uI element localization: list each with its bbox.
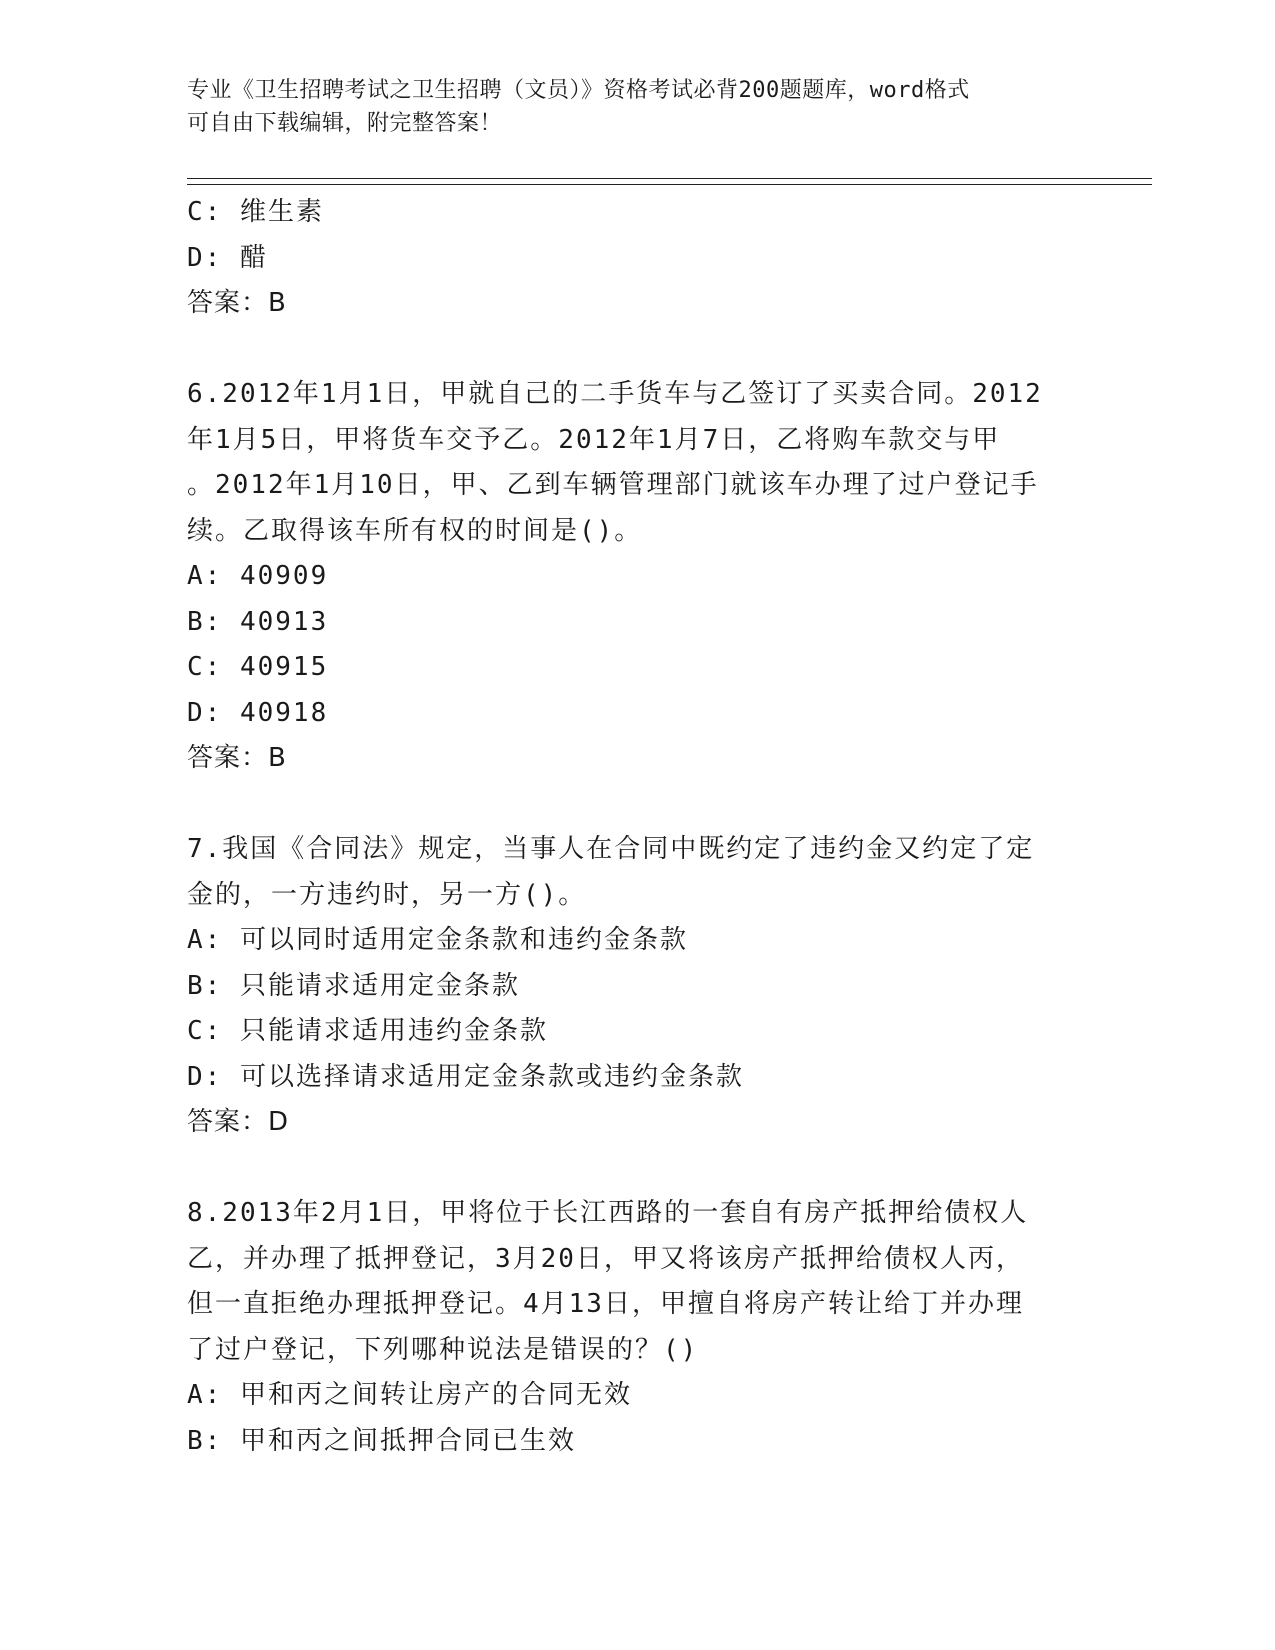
answer-label: 答案：D	[187, 1107, 290, 1137]
question-stem-line: 7.我国《合同法》规定，当事人在合同中既约定了违约金又约定了定	[187, 834, 1035, 864]
question-stem-line: 8.2013年2月1日，甲将位于长江西路的一套自有房产抵押给债权人	[187, 1198, 1029, 1228]
header-line-1: 专业《卫生招聘考试之卫生招聘（文员）》资格考试必背200题题库，word格式	[187, 78, 970, 103]
option-a: A: 甲和丙之间转让房产的合同无效	[187, 1380, 632, 1410]
question-content	[187, 190, 1107, 1464]
header-line-2: 可自由下载编辑，附完整答案！	[187, 111, 503, 136]
question-stem-line: 续。乙取得该车所有权的时间是()。	[187, 515, 643, 546]
option-b: B: 只能请求适用定金条款	[187, 970, 520, 1001]
question-stem-line: 金的，一方违约时，另一方()。	[187, 879, 587, 910]
question-5-block	[187, 190, 1107, 327]
answer-label: 答案：B	[187, 743, 287, 773]
spacer	[187, 782, 1107, 828]
spacer	[187, 327, 1107, 373]
document-header	[187, 74, 1087, 140]
option-c: C: 只能请求适用违约金条款	[187, 1016, 548, 1046]
question-6-block	[187, 372, 1107, 782]
option-a: A: 可以同时适用定金条款和违约金条款	[187, 925, 688, 955]
question-stem-line: 年1月5日，甲将货车交予乙。2012年1月7日，乙将购车款交与甲	[187, 424, 1001, 455]
option-d: D: 可以选择请求适用定金条款或违约金条款	[187, 1061, 744, 1092]
option-d: D: 醋	[187, 242, 268, 273]
question-7-block	[187, 827, 1107, 1146]
option-b: B: 甲和丙之间抵押合同已生效	[187, 1425, 576, 1456]
spacer	[187, 1146, 1107, 1192]
question-8-block	[187, 1191, 1107, 1464]
question-stem-line: 乙，并办理了抵押登记，3月20日，甲又将该房产抵押给债权人丙，	[187, 1243, 1024, 1274]
option-c: C: 维生素	[187, 197, 324, 227]
question-stem-line: 但一直拒绝办理抵押登记。4月13日，甲擅自将房产转让给丁并办理	[187, 1289, 1024, 1319]
question-stem-line: 。2012年1月10日，甲、乙到车辆管理部门就该车办理了过户登记手	[187, 470, 1039, 500]
header-divider-bottom	[187, 184, 1152, 185]
option-c: C: 40915	[187, 652, 329, 682]
question-stem-line: 6.2012年1月1日，甲就自己的二手货车与乙签订了买卖合同。2012	[187, 379, 1043, 409]
question-stem-line: 了过户登记，下列哪种说法是错误的？()	[187, 1334, 699, 1365]
option-a: A: 40909	[187, 561, 329, 591]
answer-label: 答案：B	[187, 288, 287, 318]
header-divider-top	[187, 178, 1152, 179]
option-d: D: 40918	[187, 697, 329, 728]
option-b: B: 40913	[187, 606, 329, 637]
